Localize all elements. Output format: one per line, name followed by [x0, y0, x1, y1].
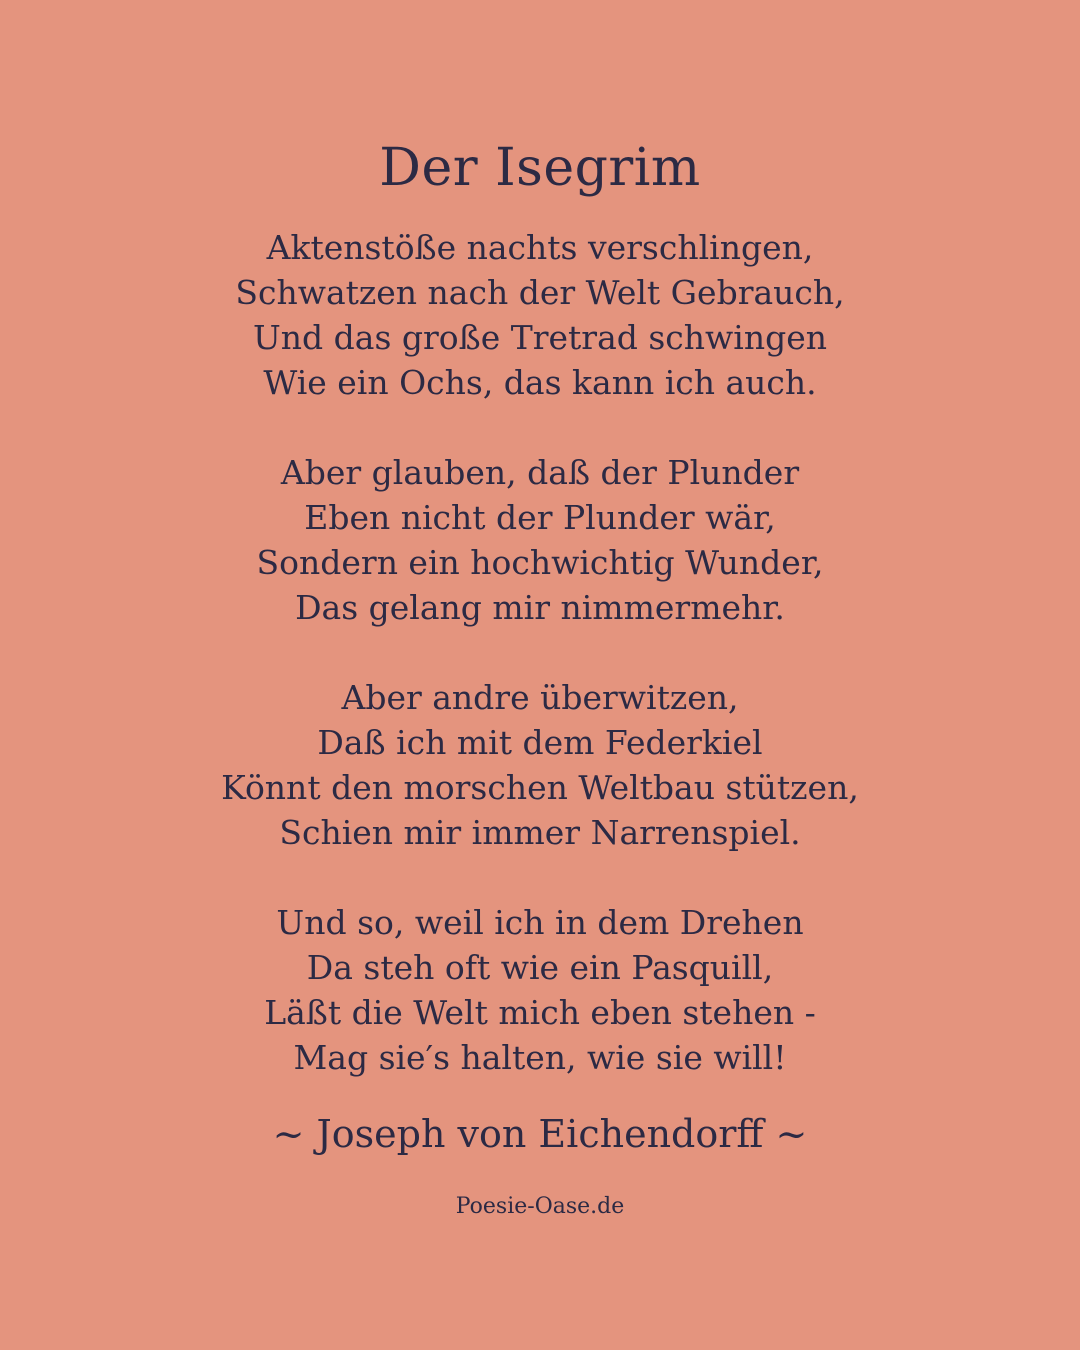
poem-line: Da steh oft wie ein Pasquill, — [306, 948, 774, 987]
poem-line: Schien mir immer Narrenspiel. — [279, 813, 801, 852]
stanza-3 — [0, 675, 1080, 855]
stanza-2 — [0, 450, 1080, 630]
poem-line: Könnt den morschen Weltbau stützen, — [221, 768, 859, 807]
poem-line: Aber andre überwitzen, — [341, 678, 739, 717]
poem-line: Mag sie′s halten, wie sie will! — [293, 1038, 787, 1077]
poem-line: Das gelang mir nimmermehr. — [295, 588, 785, 627]
poem-author: ~ Joseph von Eichendorff ~ — [272, 1112, 808, 1156]
stanza-4 — [0, 900, 1080, 1080]
poem-line: Aktenstöße nachts verschlingen, — [266, 228, 814, 267]
website-link[interactable]: Poesie-Oase.de — [455, 1194, 625, 1219]
poem-line: Wie ein Ochs, das kann ich auch. — [263, 363, 817, 402]
stanza-1 — [0, 225, 1080, 405]
poem-title: Der Isegrim — [379, 138, 701, 198]
poem-line: Eben nicht der Plunder wär, — [304, 498, 776, 537]
poem-line: Schwatzen nach der Welt Gebrauch, — [235, 273, 845, 312]
poem-line: Und das große Tretrad schwingen — [252, 318, 827, 357]
poem-line: Läßt die Welt mich eben stehen - — [264, 993, 816, 1032]
poem-line: Und so, weil ich in dem Drehen — [276, 903, 804, 942]
poem-line: Daß ich mit dem Federkiel — [317, 723, 763, 762]
poem-line: Aber glauben, daß der Plunder — [280, 453, 800, 492]
poem-line: Sondern ein hochwichtig Wunder, — [256, 543, 824, 582]
